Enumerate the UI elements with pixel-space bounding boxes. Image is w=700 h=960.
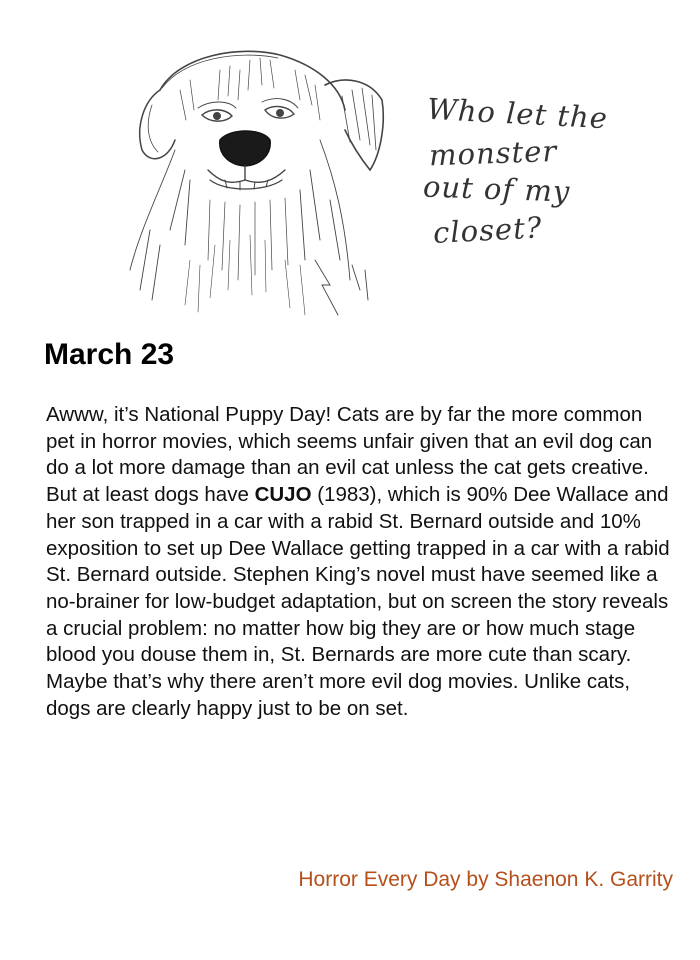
caption-line: closet? [432,210,544,251]
film-title: CUJO [254,483,312,507]
dog-sketch-icon [90,30,400,320]
entry-text-part: Awww, it’s National Puppy Day! Cats are by far the more common pet in horror movies, which seems unfair given that an evil dog can do a lot more damage than an evil cat unless the cat gets creative. But at least dogs have [46,403,653,507]
entry-date: March 23 [44,338,175,371]
caption-line: out of my [422,169,571,209]
sketch-caption [422,91,625,251]
caption-line: Who let the [426,91,609,136]
entry-body [46,402,676,722]
caption-line: monster [428,133,558,173]
author-credit: Horror Every Day by Shaenon K. Garrity [298,868,673,891]
entry-text-part: (1983), which is 90% Dee Wallace and her son trapped in a car with a rabid St. Bernard outside and 10% exposition to set up Dee Wallace getting trapped in a car with a rabid St. Bernard outside. Stephen King’s novel must have seemed like a no-brainer for low-budget adaptation, but on screen the story reveals a crucial problem: no matter how big they are or how much stage blood you douse them in, St. Bernards are more cute than scary. Maybe that’s why there aren’t more evil dog movies. Unlike cats, dogs are clearly happy just to be on set. [46,483,670,720]
